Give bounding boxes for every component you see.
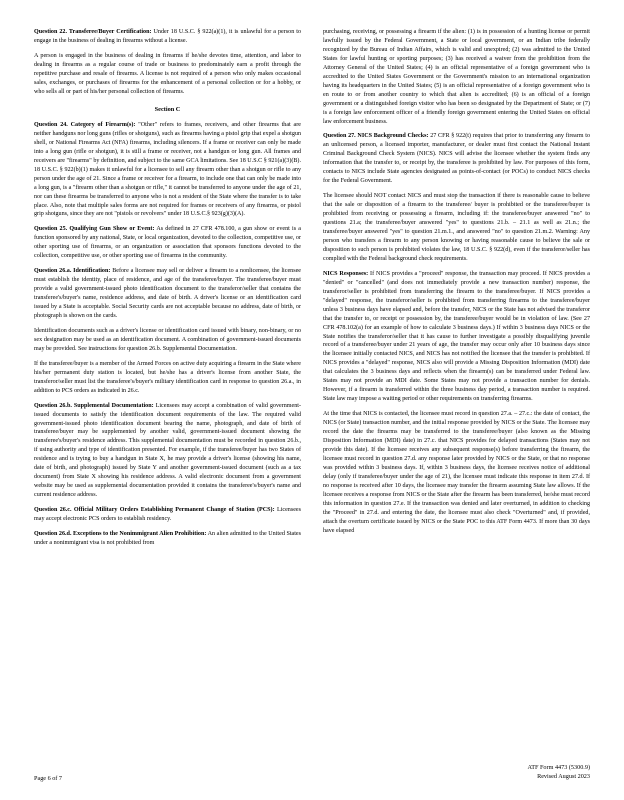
paragraph-question-26a bbox=[34, 267, 301, 321]
heading-question-27: Question 27. NICS Background Checks: bbox=[323, 133, 429, 140]
form-revision-date: Revised August 2023 bbox=[537, 773, 590, 781]
form-identifier bbox=[527, 764, 590, 782]
body-question-26c: Licensees may accept electronic PCS orders to establish residency. bbox=[34, 507, 301, 523]
form-number: ATF Form 4473 (5300.9) bbox=[527, 764, 590, 772]
body-question-25: As defined in 27 CFR 478.100, a gun show or event is a function sponsored by any national, State, or local organization, devoted to the collection, competitive use, or other sporting use of firearms, or an organization or association that sponsors functions devoted to the collection, competitive use, or other sporting use of firearms in the community. bbox=[34, 226, 301, 260]
paragraph-question-26b bbox=[34, 402, 301, 500]
heading-question-26a: Question 26.a. Identification: bbox=[34, 268, 111, 275]
heading-nics-responses: NICS Responses: bbox=[323, 270, 369, 277]
body-nics-timing: At the time that NICS is contacted, the licensee must record in question 27.a. – 27.c.: the date of contact, the NICS (or State) transaction number, and the initial response provided by NICS or the State. The licensee may record the date the firearms may be transferred to the transferee/buyer (also known as the Missing Disposition Information (MDI) date) in 27.c. that NICS provides for delayed transactions (States may not provide this date). If the licensee receives any subsequent response(s) before transferring the firearm, the licensee must record in question 27.d. any response later provided by NICS or the State, or that no response was provided within 3 business days. If, within 3 business days, the licensee receives notice of additional delay (only if transferee/buyer under the age of 21), the licensee must indicate this response in item 27.d. If no response is received after 10 days, the licensee may transfer the firearm assuming State law allows. If the licensee receives a response from NICS or the State after the firearm has been transferred, he/she must record this information in question 27.e. If the transaction was denied and later overturned, in addition to checking the "Proceed" in 27.d. and entering the date, the licensee must also check "Overturned" and, if provided, attach the overturn certificate issued by NICS or the State POC to this ATF Form 4473. If more than 30 days have elapsed bbox=[323, 411, 590, 534]
body-question-22: Under 18 U.S.C. § 922(a)(1), it is unlawful for a person to engage in the business of dealing in firearms without a license. bbox=[34, 29, 302, 44]
body-nonimmigrant-continuation: purchasing, receiving, or possessing a firearm if the alien: (1) is in possession of a hunting license or permit lawfully issued by the Federal Government, a State or local government, or an Indian tribe federally recognized by the Bureau of Indian Affairs, which is valid and unexpired; (2) was admitted to the United States for lawful hunting or sporting purposes; (3) has received a waiver from the prohibition from the Attorney General of the United States; (4) is an official representative of a foreign government who is accredited to the United States Government or the Government's mission to an international organization having its headquarters in the United States; (5) is an official representative of a foreign government who is en route to or from another country to which that alien is accredited; (6) is an official of a foreign government or a distinguished foreign visitor who has been so designated by the Department of State; or (7) is a foreign law enforcement officer of a friendly foreign government entering the United States on official law enforcement business. bbox=[323, 29, 590, 125]
left-column bbox=[34, 28, 301, 728]
body-armed-forces: If the transferee/buyer is a member of the Armed Forces on active duty acquiring a firearm in the State where his/her permanent duty station is located, but he/she has a driver's license from another State, the transferor/seller must list the transferee's/buyer's military identification card in response to question 26.a., in addition to PCS orders as indicated in 26.c. bbox=[34, 360, 301, 394]
paragraph-identification-documents bbox=[34, 327, 301, 354]
paragraph-nics-responses bbox=[323, 270, 590, 404]
heading-question-24: Question 24. Category of Firearm(s): bbox=[34, 121, 136, 128]
section-c-heading: Section C bbox=[154, 105, 181, 113]
paragraph-armed-forces bbox=[34, 360, 301, 396]
paragraph-question-27 bbox=[323, 132, 590, 186]
paragraph-question-24 bbox=[34, 121, 301, 219]
body-question-24: "Other" refers to frames, receivers, and other firearms that are neither handguns nor long guns (rifles or shotguns), such as firearms having a pistol grip that expel a shotgun shell, or National Firearms Act (NFA) firearms, including silencers. If a frame or receiver can only be made into a long gun (rifle or shotgun), it is still a frame or receiver, not a handgun or long gun. All frames and receivers are "firearms" by definition, and subject to the same GCA limitations. See 18 U.S.C § 921(a)(3)(B). 18 U.S.C. § 922(b)(1) makes it unlawful for a licensee to sell any firearm other than a shotgun or rifle to any person under the age of 21. Since a frame or receiver for a firearm, to include one that can only be made into a long gun, is a "firearm other than a shotgun or rifle," it cannot be transferred to anyone under the age of 21, nor can these firearms be transferred to anyone who is not a resident of the State where the transfer is to take place. Also, note that multiple sales forms are not required for frames or receivers of any firearms, or pistol grip shotguns, since they are not "pistols or revolvers" under 18 U.S.C.§ 923(g)(3)(A). bbox=[34, 121, 301, 218]
heading-question-26c: Question 26.c. Official Military Orders Establishing Permanent Change of Station (PCS): bbox=[34, 507, 275, 514]
body-question-26a: Before a licensee may sell or deliver a firearm to a nonlicensee, the licensee must establish the identity, place of residence, and age of the transferee/buyer. The transferee/buyer must provide a valid government-issued photo identification document to the transferor/seller that contains the transferee's/buyer's name, residence address, and date of birth. A driver's license or an identification card issued by a State is acceptable. Social Security cards are not acceptable because no address, date of birth, or photograph is shown on the cards. bbox=[34, 268, 301, 319]
body-nics-no-contact: The licensee should NOT contact NICS and must stop the transaction if there is reasonable cause to believe that the sale or disposition of a firearm to the transferee/ buyer is prohibited or the transferee/buyer is prohibited from receiving or possessing a firearm, including if: the transferee/buyer answered "no" to questions 21.a; the transferee/buyer answered "yes" to questions 21.b. – 21.1 as well as 21.n.; the transferee/buyer answered "yes" to question 21.m.1., and answered "no" to question 21.m.2. Warning: Any person who transfers a firearm to any person knowing or having reasonable cause to believe the sale or disposition to such person is prohibited violates the law, 18 U.S.C. § 922(d), even if the transferor/seller has complied with the Federal background check requirements. bbox=[323, 193, 590, 262]
heading-question-26b: Question 26.b. Supplemental Documentation: bbox=[34, 402, 154, 409]
heading-question-25: Question 25. Qualifying Gun Show or Event: bbox=[34, 226, 155, 233]
body-identification-documents: Identification documents such as a driver's license or identification card issued with binary, non-binary, or no sex designation may be used as an identification document. A combination of government-issued documents may be provided. See instructions for question 26.b. Supplemental Documentation. bbox=[34, 327, 301, 352]
heading-question-22: Question 22. Transferee/Buyer Certification: bbox=[34, 29, 152, 35]
right-column bbox=[323, 28, 590, 728]
paragraph-question-26c bbox=[34, 506, 301, 524]
heading-question-26d: Question 26.d. Exceptions to the Nonimmigrant Alien Prohibition: bbox=[34, 531, 207, 537]
body-engaged-in-business: A person is engaged in the business of dealing in firearms if he/she devotes time, attention, and labor to dealing in firearms as a regular course of trade or business to predominately earn a profit through the repetitive purchase and resale of firearms. A license is not required of a person who only makes occasional sales, exchanges, or purchases of firearms for the enhancement of a personal collection or for a hobby, or who sells all or part of his/her personal collection of firearms. bbox=[34, 52, 301, 95]
body-nics-responses: If NICS provides a "proceed" response, the transaction may proceed. If NICS provides a "denied" or "cancelled" (and does not immediately provide a new transaction number) response, the transferor/seller is prohibited from transferring the firearm to the transferee/buyer. If NICS provides a "delayed" response, the transferor/seller is prohibited from transferring firearms to the transferee/buyer unless 3 business days have elapsed and, before the transfer, NICS or the State has not advised the transferor that the transfer to, or receipt or possession by, the transferee/buyer would be in violation of law. (See 27 CFR 478.102(a) for an example of how to calculate 3 business days.) If within 3 business days NICS or the State notifies the transferor/seller that it has cause to further investigate a possibly disqualifying juvenile record of a transferee/buyer under 21 years of age, the transfer may occur only after 10 business days since the licensee initially contacted NICS, and NICS has not notified the licensee that the transfer is prohibited. If NICS provides a "delayed" response, NICS also will provide a Missing Disposition Information (MDI) date that calculates the 3 business days and reflects when the firearm(s) can be transferred under Federal law. States may not provide an MDI date. Some States may not provide a transaction number for denials. However, if a firearm is transferred within the three business day period, a transaction number is required. State law may impose a waiting period or other requirements on transferring firearms. bbox=[323, 270, 590, 403]
page-number: Page 6 of 7 bbox=[34, 775, 63, 782]
page-footer bbox=[34, 764, 590, 782]
body-question-27: 27 CFR § 922(t) requires that prior to transferring any firearm to an unlicensed person, a licensed importer, manufacturer, or dealer must first contact the National Instant Criminal Background Check System (NICS). NICS will advise the licensee whether the system finds any information that the transfer to, or receipt by, the transferee is prohibited by law. For purposes of this form, contacts to NICS include State agencies designated as points-of-contact (or POCs) to conduct NICS checks for the Federal Government. bbox=[323, 133, 591, 185]
paragraph-question-25 bbox=[34, 225, 301, 261]
paragraph-nics-no-contact bbox=[323, 192, 590, 264]
paragraph-question-22 bbox=[34, 28, 301, 46]
body-question-26d: An alien admitted to the United States under a nonimmigrant visa is not prohibited from bbox=[34, 531, 301, 546]
paragraph-nics-timing bbox=[323, 410, 590, 535]
paragraph-engaged-in-business bbox=[34, 52, 301, 97]
two-column-layout bbox=[34, 28, 590, 728]
paragraph-question-26d bbox=[34, 530, 301, 548]
body-question-26b: Licensees may accept a combination of valid government-issued documents to satisfy the identification document requirements of the law. The required valid government-issued photo identification document bearing the name, photograph, and date of birth of transferee/buyer may be supplemented by another valid, government-issued document showing the transferee's/buyer's residence address. This supplemental documentation must be recorded in question 26.b., if using authority and type of identification presented. For example, if the transferee/buyer has two States of residence and is trying to buy a handgun in State X, he may provide a driver's license (showing his name, date of birth, and photograph) issued by State Y and another government-issued document (such as a tax document) from State X showing his residence address. A valid electronic document from a government website may be used as supplemental documentation provided it contains the transferee's/buyer's name and current residence address. bbox=[34, 402, 301, 499]
paragraph-nonimmigrant-continuation bbox=[323, 28, 590, 126]
